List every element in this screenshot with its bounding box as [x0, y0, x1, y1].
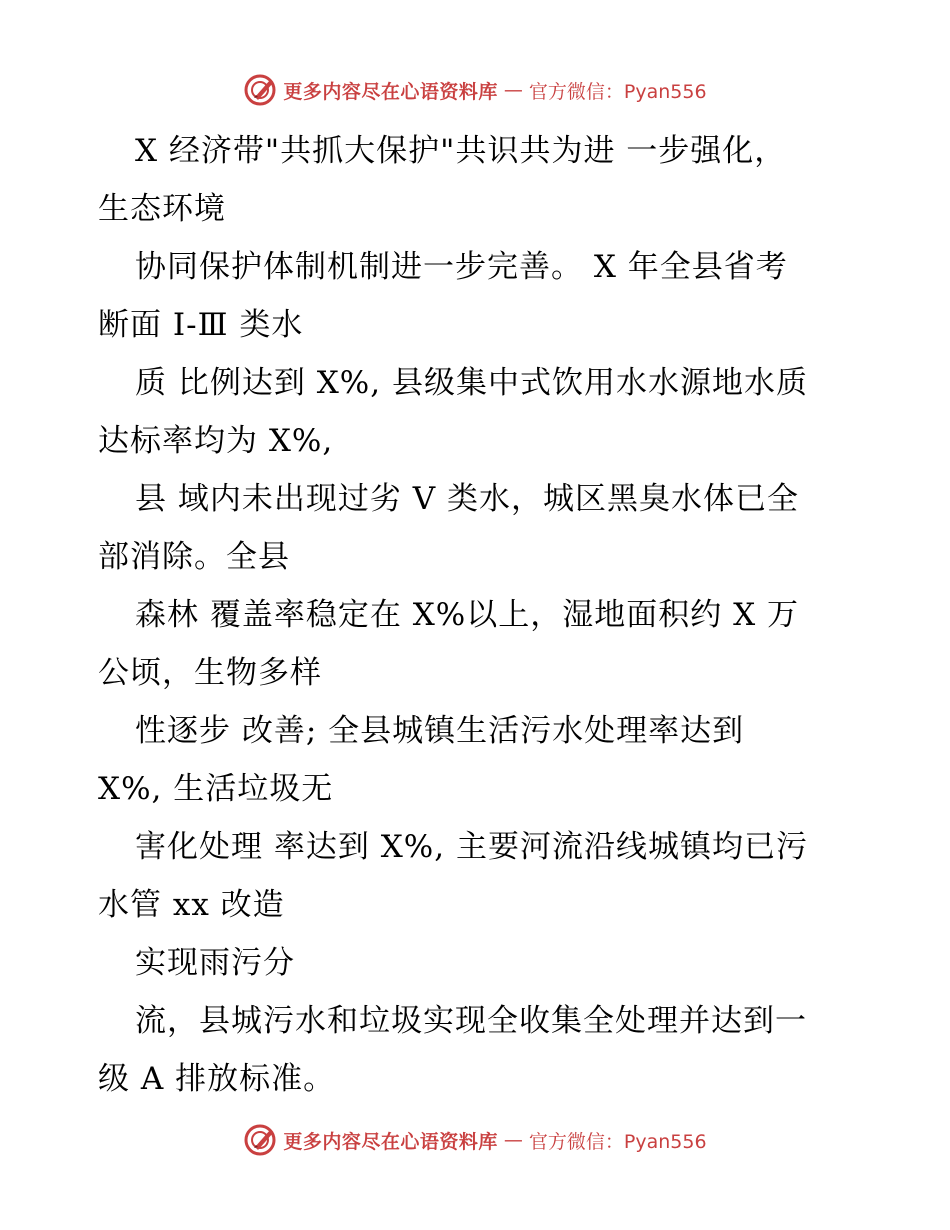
text-line-11: 性逐步 改善; 全县城镇生活污水处理率达到: [135, 713, 745, 749]
header-contact: 官方微信：Pyan556: [528, 80, 707, 103]
header-banner-content: [243, 73, 706, 107]
text-line-4: 断面 I-Ⅲ 类水: [98, 307, 304, 343]
footer-banner-content: [243, 1123, 706, 1157]
text-line-17: 级 A 排放标准。: [98, 1061, 336, 1097]
header-site-title: 更多内容尽在心语资料库: [283, 80, 498, 103]
header-banner: [0, 70, 950, 110]
text-line-14: 水管 xx 改造: [98, 887, 285, 923]
footer-banner: [0, 1120, 950, 1160]
text-line-13: 害化处理 率达到 X%, 主要河流沿线城镇均已污: [135, 829, 808, 865]
text-line-16: 流，县城污水和垃圾实现全收集全处理并达到一: [135, 1003, 807, 1039]
text-line-2: 生态环境: [98, 191, 226, 227]
text-line-15: 实现雨污分: [135, 945, 295, 981]
text-line-3: 协同保护体制机制进一步完善。 X 年全县省考: [135, 249, 788, 285]
text-line-6: 达标率均为 X%,: [98, 423, 334, 459]
text-line-12: X%, 生活垃圾无: [98, 771, 334, 807]
pen-circle-logo-icon: [243, 73, 277, 107]
text-line-10: 公顷，生物多样: [98, 655, 322, 691]
document-body: [98, 122, 858, 1108]
text-line-9: 森林 覆盖率稳定在 X%以上，湿地面积约 X 万: [135, 597, 800, 633]
footer-contact: 官方微信：Pyan556: [528, 1130, 707, 1153]
text-line-1: X 经济带"共抓大保护"共识共为进 一步强化，: [135, 133, 787, 169]
footer-site-title: 更多内容尽在心语资料库: [283, 1130, 498, 1153]
text-line-8: 部消除。全县: [98, 539, 290, 575]
header-dash: —: [503, 79, 523, 101]
text-line-5: 质 比例达到 X%, 县级集中式饮用水水源地水质: [135, 365, 808, 401]
text-line-7: 县 域内未出现过劣 V 类水，城区黑臭水体已全: [135, 481, 799, 517]
footer-dash: —: [503, 1129, 523, 1151]
pen-circle-logo-icon: [243, 1123, 277, 1157]
